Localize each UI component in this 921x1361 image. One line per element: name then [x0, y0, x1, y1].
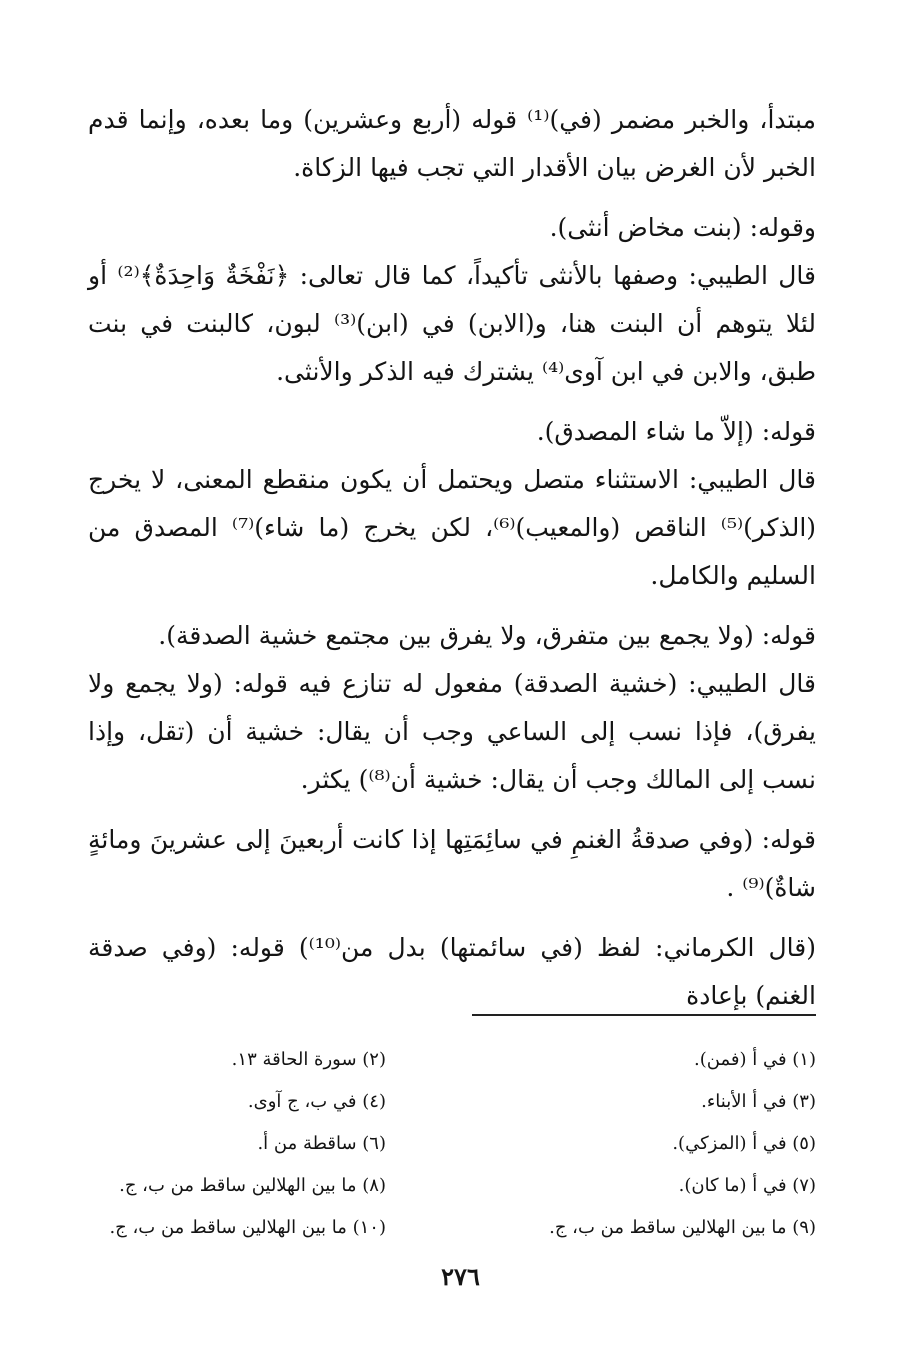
footnote-5: (٥) في أ (المزكي).	[672, 1132, 816, 1154]
footnote-6: (٦) ساقطة من أ.	[257, 1132, 386, 1154]
footnote-3: (٣) في أ الأبناء.	[701, 1090, 816, 1112]
footnote-row	[88, 1206, 816, 1248]
paragraph-3: قال الطيبي: وصفها بالأنثى تأكيداً، كما قال تعالى: ﴿نَفْخَةٌ وَاحِدَةٌ﴾⁽²⁾ أو لئلا يتوهم أن البنت هنا، و(الابن) في (ابن)⁽³⁾ لبون، كالبنت في بنت طبق، والابن في ابن آوى⁽⁴⁾ يشترك فيه الذكر والأنثى.	[88, 261, 817, 386]
paragraph-7: قال الطيبي: (خشية الصدقة) مفعول له تنازع فيه قوله: (ولا يجمع ولا يفرق)، فإذا نسب إلى الساعي وجب أن يقال: خشية أن (تقل، وإذا نسب إلى المالك وجب أن يقال: خشية أن⁽⁸⁾) يكثر.	[88, 669, 816, 794]
page-number: ٢٧٦	[441, 1262, 480, 1291]
paragraph-1: مبتدأ، والخبر مضمر (في)⁽¹⁾ قوله (أربع وعشرين) وما بعده، وإنما قدم الخبر لأن الغرض بيان الأقدار التي تجب فيها الزكاة.	[88, 105, 816, 182]
footnote-9: (٩) ما بين الهلالين ساقط من ب، ج.	[549, 1216, 816, 1238]
footnote-row	[88, 1122, 816, 1164]
paragraph-6: قوله: (ولا يجمع بين متفرق، ولا يفرق بين مجتمع خشية الصدقة).	[158, 621, 816, 650]
footnote-row	[88, 1164, 816, 1206]
main-text	[88, 96, 816, 1020]
paragraph-5: قال الطيبي: الاستثناء متصل ويحتمل أن يكون منقطع المعنى، لا يخرج (الذكر)⁽⁵⁾ الناقص (والمعيب)⁽⁶⁾، لكن يخرج (ما شاء)⁽⁷⁾ المصدق من السليم والكامل.	[88, 465, 817, 590]
paragraph-8: قوله: (وفي صدقةُ الغنمِ في سائِمَتِها إذا كانت أربعينَ إلى عشرينَ ومائةٍ شاةٌ)⁽⁹⁾ .	[88, 825, 816, 902]
paragraph-9: (قال الكرماني: لفظ (في سائمتها) بدل من⁽¹⁰⁾) قوله: (وفي صدقة الغنم) بإعادة	[88, 933, 816, 1010]
footnote-row	[88, 1080, 816, 1122]
footnote-7: (٧) في أ (ما كان).	[678, 1174, 816, 1196]
footnote-10: (١٠) ما بين الهلالين ساقط من ب، ج.	[109, 1216, 386, 1238]
footnote-divider	[472, 1014, 816, 1016]
footnote-8: (٨) ما بين الهلالين ساقط من ب، ج.	[119, 1174, 386, 1196]
paragraph-4: قوله: (إلاّ ما شاء المصدق).	[536, 417, 816, 446]
paragraph-2: وقوله: (بنت مخاض أنثى).	[549, 213, 816, 242]
footnote-4: (٤) في ب، ج آوى.	[247, 1090, 386, 1112]
footnotes	[88, 1038, 816, 1248]
footnote-row	[88, 1038, 816, 1080]
footnote-1: (١) في أ (فمن).	[694, 1048, 816, 1070]
footnote-2: (٢) سورة الحاقة ١٣.	[231, 1048, 386, 1070]
